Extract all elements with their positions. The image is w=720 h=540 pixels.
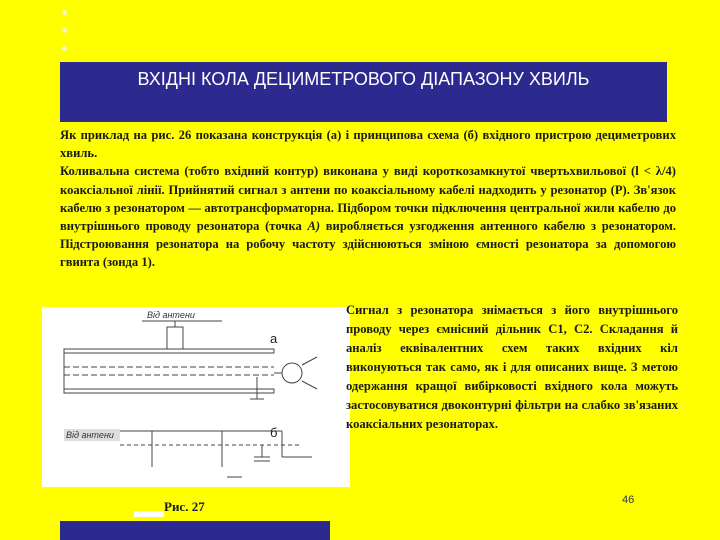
label-b: б — [270, 425, 278, 440]
side-text — [346, 301, 678, 434]
paragraph-2-part-b: виробляється узгодження антенного кабелю з резонатором. Підстроювання резонатора на робочу частоту здійснюються зміною ємності резонатора за допомогою гвинта (зонда 1). — [60, 219, 676, 270]
antenna-label-top: Від антени — [147, 310, 195, 320]
resonator-outer-top — [64, 349, 274, 353]
decorative-dot — [62, 10, 67, 15]
slide-title: ВХІДНІ КОЛА ДЕЦИМЕТРОВОГО ДІАПАЗОНУ ХВИЛЬ — [60, 62, 667, 122]
decorative-dots — [60, 10, 70, 64]
figure-diagram — [42, 307, 350, 487]
paragraph-2-part-a: Коливальна система (тобто вхідний контур) виконана у виді короткозамкнутої чвертьхвильової (l < λ/4) коаксіальної лінії. Прийнятий сигнал з антени по коаксіальному кабелі надходить у резонатор (Р). Зв'язок кабелю з резонатором — автотрансформаторна. Підбором точки підключення центральної жили кабелю до внутрішнього проводу резонатора (точка — [60, 164, 676, 234]
point-a-label: А) — [307, 219, 321, 234]
decorative-dot — [62, 28, 67, 33]
antenna-label-bottom: Від антени — [66, 430, 114, 440]
page-number: 46 — [622, 494, 635, 506]
label-a: а — [270, 331, 278, 346]
bottom-bar — [60, 521, 330, 540]
side-paragraph: Сигнал з резонатора знімається з його внутрішнього проводу через ємнісний дільник С1, С2. Складання й аналіз еквівалентних схем таких вхідних кіл виконуються так само, як і для описаних вище. З метою одержання кращої вибірковості вхідного кола можуть застосовуватися двоконтурні фільтри на слабко зв'язаних коаксіальних резонаторах. — [346, 303, 678, 431]
main-text — [60, 126, 676, 272]
transistor-symbol — [282, 363, 302, 383]
resonator-diagram — [42, 307, 350, 487]
paragraph-1: Як приклад на рис. 26 показана конструкція (а) і принципова схема (б) вхідного пристрою дециметрових хвиль. — [60, 128, 676, 161]
probe-screw — [167, 327, 183, 349]
decorative-dot — [62, 46, 67, 51]
figure-caption: Рис. 27 — [164, 499, 205, 514]
resonator-outer-bottom — [64, 389, 274, 393]
caption-decoration — [134, 511, 164, 517]
paragraph-2 — [60, 162, 676, 271]
